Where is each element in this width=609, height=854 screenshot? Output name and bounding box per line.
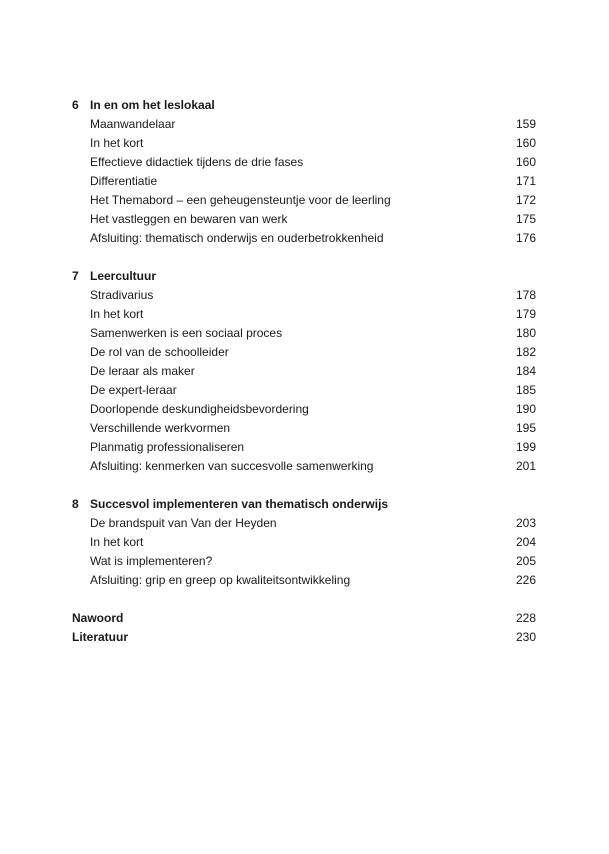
entry-title: Afsluiting: kenmerken van succesvolle samenwerking xyxy=(90,459,374,473)
entry-page: 172 xyxy=(515,193,536,207)
toc-entry xyxy=(0,400,609,419)
back-matter-title: Nawoord xyxy=(72,611,124,625)
toc-entry xyxy=(0,533,609,552)
back-matter-title: Literatuur xyxy=(72,630,129,644)
entry-title: Maanwandelaar xyxy=(90,117,176,131)
entry-title: Afsluiting: grip en greep op kwaliteitsontwikkeling xyxy=(90,573,351,587)
entry-title: In het kort xyxy=(90,307,144,321)
toc-entry xyxy=(0,343,609,362)
entry-title: De rol van de schoolleider xyxy=(90,345,229,359)
entry-title: Verschillende werkvormen xyxy=(90,421,231,435)
toc-entry xyxy=(0,514,609,533)
entry-title: Afsluiting: thematisch onderwijs en ouderbetrokkenheid xyxy=(90,231,384,245)
entry-page: 179 xyxy=(515,307,536,321)
entry-title: Het vastleggen en bewaren van werk xyxy=(90,212,288,226)
toc-entry xyxy=(0,457,609,476)
toc-entry xyxy=(0,552,609,571)
entry-page: 184 xyxy=(515,364,536,378)
entry-page: 180 xyxy=(515,326,536,340)
chapter-number: 6 xyxy=(72,98,79,112)
back-matter-entry xyxy=(0,609,609,628)
back-matter-page: 230 xyxy=(515,630,536,644)
entry-title: Samenwerken is een sociaal proces xyxy=(90,326,283,340)
entry-page: 203 xyxy=(515,516,536,530)
chapter-heading xyxy=(0,495,609,514)
entry-page: 205 xyxy=(515,554,536,568)
entry-page: 159 xyxy=(515,117,536,131)
entry-page: 175 xyxy=(515,212,536,226)
entry-title: Differentiatie xyxy=(90,174,158,188)
entry-page: 226 xyxy=(515,573,536,587)
toc-entry xyxy=(0,438,609,457)
toc-entry xyxy=(0,134,609,153)
chapter-heading xyxy=(0,267,609,286)
chapter-title: Succesvol implementeren van thematisch onderwijs xyxy=(90,497,389,511)
toc-entry xyxy=(0,381,609,400)
chapter-number: 7 xyxy=(72,269,79,283)
toc-entry xyxy=(0,305,609,324)
toc-entry xyxy=(0,362,609,381)
entry-title: De brandspuit van Van der Heyden xyxy=(90,516,277,530)
toc-entry xyxy=(0,115,609,134)
entry-page: 171 xyxy=(515,174,536,188)
toc-entry xyxy=(0,419,609,438)
entry-title: Wat is implementeren? xyxy=(90,554,213,568)
entry-page: 178 xyxy=(515,288,536,302)
toc-entry xyxy=(0,191,609,210)
entry-title: Het Themabord – een geheugensteuntje voor de leerling xyxy=(90,193,391,207)
toc-entry xyxy=(0,172,609,191)
entry-title: Stradivarius xyxy=(90,288,154,302)
toc-entry xyxy=(0,210,609,229)
entry-title: In het kort xyxy=(90,535,144,549)
entry-page: 160 xyxy=(515,136,536,150)
toc-entry xyxy=(0,324,609,343)
back-matter-entry xyxy=(0,628,609,647)
entry-page: 185 xyxy=(515,383,536,397)
entry-page: 199 xyxy=(515,440,536,454)
entry-title: De leraar als maker xyxy=(90,364,195,378)
entry-title: Doorlopende deskundigheidsbevordering xyxy=(90,402,309,416)
entry-page: 160 xyxy=(515,155,536,169)
entry-title: Effectieve didactiek tijdens de drie fases xyxy=(90,155,304,169)
entry-page: 176 xyxy=(515,231,536,245)
toc-entry xyxy=(0,153,609,172)
entry-page: 204 xyxy=(515,535,536,549)
entry-page: 201 xyxy=(515,459,536,473)
back-matter-page: 228 xyxy=(515,611,536,625)
entry-page: 182 xyxy=(515,345,536,359)
entry-title: In het kort xyxy=(90,136,144,150)
entry-page: 190 xyxy=(515,402,536,416)
toc-entry xyxy=(0,229,609,248)
chapter-title: Leercultuur xyxy=(90,269,157,283)
chapter-number: 8 xyxy=(72,497,79,511)
entry-title: De expert-leraar xyxy=(90,383,177,397)
toc-entry xyxy=(0,571,609,590)
entry-title: Planmatig professionaliseren xyxy=(90,440,245,454)
chapter-title: In en om het leslokaal xyxy=(90,98,215,112)
toc-entry xyxy=(0,286,609,305)
chapter-heading xyxy=(0,96,609,115)
entry-page: 195 xyxy=(515,421,536,435)
